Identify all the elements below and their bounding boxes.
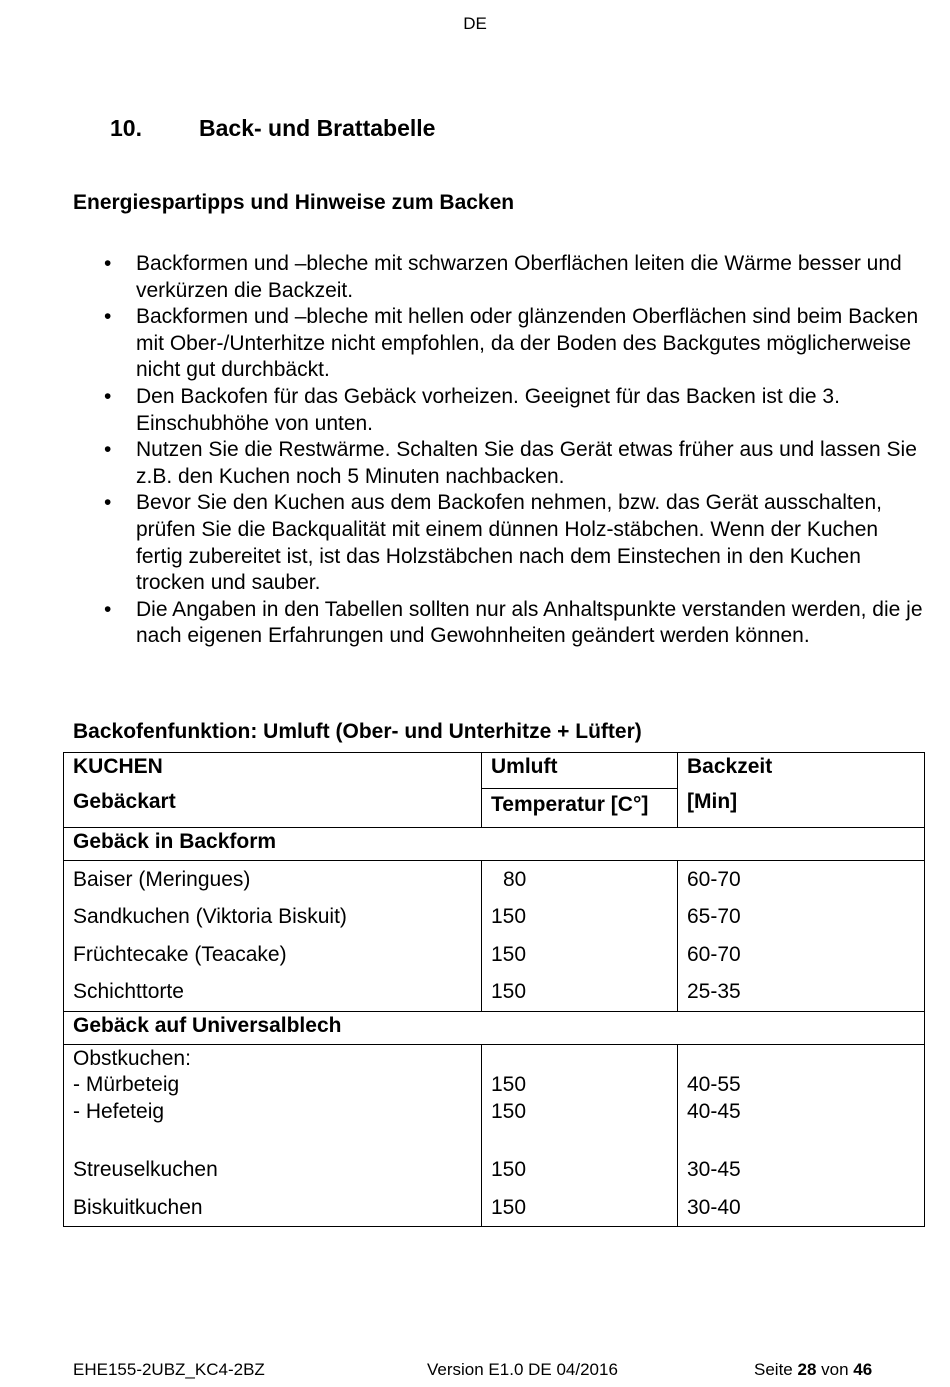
cell-text: 80 (503, 868, 527, 891)
header-gebaeckart: Gebäckart (64, 789, 482, 828)
cell-text: 60-70 (687, 868, 741, 891)
bullet-icon: • (104, 384, 112, 408)
header-umluft: Umluft (482, 753, 678, 789)
cell-text: 65-70 (687, 905, 741, 929)
list-item (104, 490, 924, 596)
table-row (64, 861, 925, 1012)
temp-cell (482, 1044, 678, 1226)
bullet-icon: • (104, 491, 112, 515)
cell-text: - Mürbeteig (73, 1073, 180, 1097)
group-title-row (64, 1011, 925, 1044)
header-min: [Min] (678, 789, 925, 828)
page-mid: von (821, 1360, 849, 1379)
cell-text: Früchtecake (Teacake) (73, 942, 287, 966)
cell-text: 150 (491, 1158, 527, 1182)
cell-text: 150 (491, 980, 527, 1004)
list-item (104, 304, 924, 384)
footer-model: EHE155-2UBZ_KC4-2BZ (73, 1360, 265, 1379)
page-total: 46 (853, 1360, 873, 1379)
page-prefix: Seite (754, 1360, 793, 1379)
cell-text: 60-70 (687, 942, 741, 966)
cell-text: 150 (491, 905, 527, 929)
cell-text: Baiser (Meringues) (73, 868, 251, 891)
footer-version: Version E1.0 DE 04/2016 (427, 1360, 618, 1379)
time-cell (678, 1044, 925, 1226)
section-title: Back- und Brattabelle (199, 115, 436, 141)
cell-text: 150 (491, 942, 527, 966)
cell-text: 40-45 (687, 1099, 741, 1123)
name-cell (64, 1044, 482, 1226)
cell-text: 30-45 (687, 1158, 741, 1182)
header-backzeit: Backzeit (678, 753, 925, 789)
list-item (104, 384, 924, 437)
baking-table (63, 752, 925, 1227)
list-item (104, 597, 924, 650)
cell-text: Streuselkuchen (73, 1158, 218, 1182)
temp-cell (482, 861, 678, 1012)
header-temperatur: Temperatur [C°] (482, 789, 678, 828)
cell-text: 150 (491, 1073, 527, 1097)
table-row (64, 1044, 925, 1226)
cell-text: Schichttorte (73, 980, 184, 1004)
tips-heading: Energiespartipps und Hinweise zum Backen (73, 191, 515, 214)
tip-text: Backformen und –bleche mit hellen oder glänzenden Oberflächen sind beim Backen mit Ober-/Unterhitze nicht empfohlen, da der Boden des Backgutes möglicherweise nicht gut durchbäckt. (136, 305, 919, 382)
tip-text: Die Angaben in den Tabellen sollten nur als Anhaltspunkte verstanden werden, die je nach eigenen Erfahrungen und Gewohnheiten geändert werden können. (136, 597, 923, 648)
table-caption: Backofenfunktion: Umluft (Ober- und Unterhitze + Lüfter) (73, 720, 642, 743)
list-item (104, 251, 924, 304)
footer-page (754, 1360, 872, 1380)
time-cell (678, 861, 925, 1012)
bullet-icon: • (104, 597, 112, 621)
tip-text: Den Backofen für das Gebäck vorheizen. Geeignet für das Backen ist die 3. Einschubhöhe von unten. (136, 384, 840, 435)
page-number: 28 (797, 1360, 817, 1379)
group-title-backform: Gebäck in Backform (64, 828, 925, 861)
list-item (104, 437, 924, 490)
cell-text: 25-35 (687, 980, 741, 1004)
cell-text: 150 (491, 1195, 527, 1219)
cell-text: 30-40 (687, 1195, 741, 1219)
cell-text: 40-55 (687, 1073, 741, 1097)
group-title-row (64, 828, 925, 861)
bullet-icon: • (104, 252, 112, 275)
group-title-universalblech: Gebäck auf Universalblech (64, 1011, 925, 1044)
cell-text: Sandkuchen (Viktoria Biskuit) (73, 905, 347, 929)
table-header-row (64, 753, 925, 789)
tip-text: Bevor Sie den Kuchen aus dem Backofen nehmen, bzw. das Gerät ausschalten, prüfen Sie die Backqualität mit einem dünnen Holz-stäbchen. Wenn der Kuchen fertig zubereitet ist, ist das Holzstäbchen nach dem Einstechen in den Kuchen trocken und sauber. (136, 491, 882, 595)
cell-text: - Hefeteig (73, 1099, 165, 1123)
language-label: DE (463, 14, 487, 33)
header-kuchen: KUCHEN (64, 753, 482, 789)
name-cell (64, 861, 482, 1012)
bullet-icon: • (104, 438, 112, 462)
tip-text: Nutzen Sie die Restwärme. Schalten Sie das Gerät etwas früher aus und lassen Sie z.B. den Kuchen noch 5 Minuten nachbacken. (136, 438, 917, 488)
tips-list (104, 251, 924, 650)
section-number: 10. (110, 115, 142, 141)
bullet-icon: • (104, 305, 112, 329)
tip-text: Backformen und –bleche mit schwarzen Oberflächen leiten die Wärme besser und verkürzen die Backzeit. (136, 252, 902, 302)
cell-text: Biskuitkuchen (73, 1195, 203, 1219)
cell-text: 150 (491, 1099, 527, 1123)
cell-text: Obstkuchen: (73, 1046, 191, 1070)
table-header-row (64, 789, 925, 828)
